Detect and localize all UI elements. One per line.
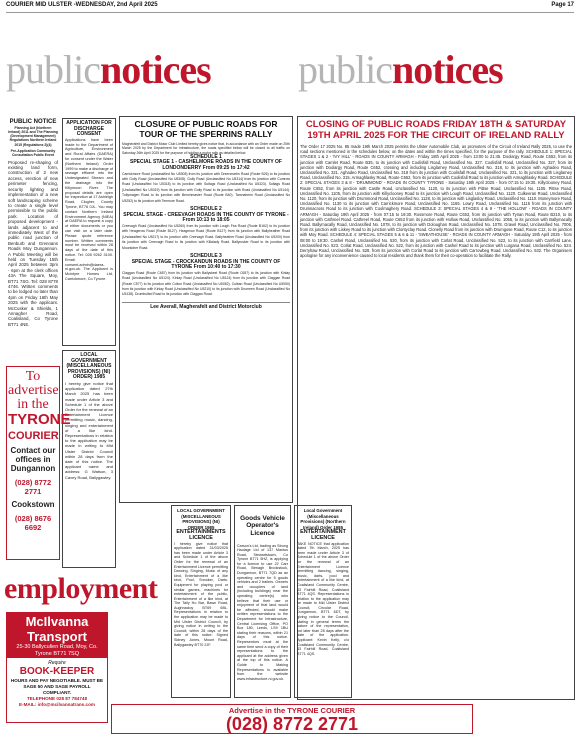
masthead-public-2: public <box>298 47 392 92</box>
masthead-right <box>298 44 580 96</box>
rally-body: The Order 17 2025 No. 85 made 19th March 2025 permits the Ulster Automobile Club, as promoters of the Circuit of Ireland Rally 2025, to use the road sections mentioned in the schedules below, on the dates and within the times specified, for the purpose of the rally. SCHEDULE 1: SPECIAL STAGES 1 & 2 - 'IVY HILL' - ROADS IN COUNTY ARMAGH - Friday 18th April 2025 - from 13:00 to 21:45. Doolargy Road, Route C652, from its junction with Camlet Road, Route B35, to its junction with Coolisfall Road, Unclassified No. 327. Coolisfall Road, Unclassified No. 327, from its junction with Doolargy Road, Route C652, crossing and including Lisglarney Road, Unclassified No. 318, to its junction with Aghadeo Road, Unclassified No. 321. Aghadeo Road, Unclassified No. 318 from its junction with Coolisfall Road, Unclassified No. 321, to its junction with Lisglarney Road, Unclassified No. 315. Armaghlasky Road, Route C652, from its junction with Coolisfall Road to its junction with Armaghlasky Road. SCHEDULE 2: SPECIAL STAGES 3 & 8 - 'DRUMMOND' - ROADS IN COUNTY TYRONE - Saturday 19th April 2025 - from 07:15 to 19:30. Killyclooney Road, Route C652, from its junction with Castle Road, Unclassified No. 1120, to its junction with Pittse Road, Unclassified No. 1105. Pittse Road, Unclassified No. 1105, from its junction with Killyclooney Road to its junction with Lough Road, Unclassified No. 1120. Culkeeran Road, Unclassified No. 1120, from its junction with Drummond Road, Unclassified No. 1128, to its junction with Lisglasloy Road, Unclassified No. 1110. Moneymore Road, Unclassified No. 1130 to its junction with Carrickmore Road, Unclassified No. 1165. Lowry Road, Unclassified No. 1115 from its junction with Drumnacross Road to its junction with Coolmaghery Road. SCHEDULE 3: SPECIAL STAGES 4 & 9 - 'THE HOLLOW' - ROADS IN COUNTY ARMAGH - Saturday 19th April 2025 - from 07:15 to 19:30. Rossmore Road, Route C653, from its junction with Tynan Road, Route B210, to its junction with Cathreel Road. Cathreel Road, Route C653 from its junction with Hollow Road, Unclassified No. 1055, to its junction with Ballymacally Road. Ballymacally Road, Unclassified No. 1078, to its junction with Doloughan Road, Unclassified No. 1078. Gravel Road, Unclassified No. 7006, from its junction with Liskey Road to its junction with Clontyclay Road. Clonelly Road from its junction with Drumgose Road, Route C12, to its junction with Moy Road. SCHEDULE 4: SPECIAL STAGES 5 & 6 & 11 - 'SWEATHOUSE' - ROADS IN COUNTY ARMAGH - Saturday 19th April 2025 - from 08:00 to 19:30. Cashel Road, Unclassified No. 520, from its junction with Corlat Road, Unclassified No. 522, to its junction with Carrfield Lane, Unclassified No. 523. Corlat Road, Unclassified No. 522, from its junction with Cashel Road to its junction with Lurgana Road, Unclassified No. 524. Derryhaw Road, Unclassified No. 528, from its junction with Corlat Road to its junction with Carrowbeg Road, Unclassified No. 532. The Organisers apologise for any inconvenience caused to local residents and thank them for their co-operation to facilitate the Rally. <box>300 144 572 259</box>
local2-sub: ENTERTAINMENTS LICENCE <box>176 529 226 541</box>
local3-title: Local Government (Miscellaneous Provisions) (Northern Ireland) Order 1985 <box>300 508 346 530</box>
adv-line1: To advertise in the <box>8 369 59 412</box>
sperrins-s2: Creevagh Road (Unclassified No U5260) from its junction with Lough Fea Road (Route B162) to its junction with Heagerow Road (Route B127). Heagerow Road (Route B127) from its junction with Ballyheather Road (Unclassified No U5217) to its junction with Creevagh Road. Ballyheather Road (Unclassified No U5200) from its junction with Creevagh Road to its junction with Killalady Road. Ballyrusker Road to its junction with Mountober Road. <box>122 223 290 250</box>
advertise-box <box>6 366 71 560</box>
adv-phone-dungannon: (028) 8772 2771 <box>14 478 52 496</box>
adv-cookstown: Cookstown <box>11 500 55 509</box>
local1-body: I hereby give notice that application dated 27th March 2025 has been made under Article 3 and Schedule 1 of the above Order for the renewal of an Entertainment Licence permitting music, dancing, singing and entertainment of a like kind. Representations in relation to the application may be made in writing to Mid Ulster District Council within 28 days from the date of this notice. The applicant name and address: G Watson, 3 Cavey Road, Ballygawley. <box>65 380 113 480</box>
local2-body: I hereby give notice that application dated 31/03/2025 has been made under Article 3 and Schedule 1 of the above Order for the renewal of an Entertainment Licence permitting Dancing, Singing, Music of any kind, Entertainment of a like kind, Pool, Snooker, Darts. Equipment for playing pool or similar games, machines for entertainment of the public, Entertainment of a like kind, at The Tally Ho Bar, Bawn Road, Aughnacloy BT69 6BL. Representations in relation to the application may be made to Mid Ulster District Council, by giving notice in writing to the Council, within 28 days of the date of this notice. Signed Sidney Jones, Mount Road, Ballygawley BT70 2JF. <box>174 541 228 647</box>
sperrins-s2-head: SPECIAL STAGE - CREEVAGH ROADS IN THE COUNTY OF TYRONE - From 10:13 to 18:05 <box>123 211 289 224</box>
discharge-body: Applications have been made to the Department of Agriculture, Environment and Rural Affairs (DAERA) for consent under the Water (Northern Ireland) Order 1999 to make a discharge of sewage effluent into the Undesignated Stream and the drainage into the Killymoon River. The proposal details are open for inspection at 17 Ashleigh Road, Clogher, County Tyrone, BT76 0JL. You may contact Northern Ireland Environment Agency (NIEA) at DAERA to request a copy of either documents or you can visit on a later date. Please quote reference number. Written comments must be received within 28 days of the date of this notice. Tel: 028 9262 3100. Email: consent.admin@daera-ni.gov.uk. The Applicant is Mcintyre Homes Ltd, Carrickmore, Co Tyrone. <box>65 137 113 281</box>
sperrins-sign: Lee Averall, Magherafelt and District Motorclub <box>122 302 290 310</box>
book-title: BOOK-KEEPER <box>19 666 95 677</box>
advertise-footer <box>111 704 473 734</box>
adv-contact: Contact our offices in Dungannon <box>10 446 56 473</box>
discharge-notice <box>62 118 116 346</box>
local-gov-notice-3 <box>294 505 352 698</box>
local2-title: LOCAL GOVERNMENT (MISCELLANEOUS PROVISIONS) (NI) ORDER 1985 <box>177 508 225 530</box>
local3-body: TAKE NOTICE that application dated 7th March, 2025 has been made under Article 3 of Schedule 1 of the above Order for the renewal of an Entertainment Licence permitting dancing, singing, music, darts, pool and entertainment of a like kind, at Coalisland Community Centre, 43 Fairhill Road, Coalisland BT71 4QS. Representations in relation to the application may be made to Mid Ulster District Council, Circular Road, Dungannon, BT71 6DT, by giving notice to the Council, stating in general terms the nature of the representation, not later than 28 days after the date of the application. Applicant: Kevin Kelly, c/o Coalisland Community Centre, 43 Fairhill Road, Coalisland BT71 4QS. <box>297 541 349 656</box>
footer-phone: (028) 8772 2771 <box>225 714 359 734</box>
local3-sub: ENTERTAINMENT LICENCE <box>300 529 346 541</box>
bookkeeper-ad <box>6 657 108 723</box>
book-email: E-MAIL: info@mcilvannatrans.com <box>19 702 95 707</box>
adv-tyrone: TYRONE <box>8 411 71 428</box>
book-tel: TELEPHONE 028 87 784748 <box>26 696 87 701</box>
discharge-title: APPLICATION FOR DISCHARGE CONSENT <box>66 120 112 138</box>
local-gov-notice-1 <box>62 350 116 568</box>
mcilvanna-address: 25-30 Ballyculien Road, Moy, Co. Tyrone BT71 7SQ <box>16 644 98 657</box>
planning-sub: Planning Act (Northern Ireland) 2011 and The Planning (Development Management) Regulations Northern Ireland 2015 (Regulations 2)(4) <box>8 125 58 147</box>
local-gov-notice-2 <box>171 505 231 698</box>
sperrins-notice <box>119 116 293 503</box>
planning-title: PUBLIC NOTICE <box>9 119 57 125</box>
masthead-public: public <box>6 47 100 92</box>
planning-notice <box>6 118 60 362</box>
sperrins-intro: Magherafelt and District Motor Club Limited hereby gives notice that, in accordance with an Order made on 20th March 2025 by the Department for Infrastructure, the roads specified below will be closed to all traffic on Saturday 26th April 2025 for the purpose of holding a motor rally as detailed below. <box>122 142 290 155</box>
employment-heading: employment <box>4 572 158 605</box>
goods-title: Goods Vehicle Operator's Licence <box>240 514 285 537</box>
rally-title: CLOSING OF PUBLIC ROADS FRIDAY 18TH & SATURDAY 19TH APRIL 2025 FOR THE CIRCUIT OF IRELAND RALLY <box>305 119 567 141</box>
goods-vehicle-notice <box>234 505 291 698</box>
footer-line1: Advertise in the TYRONE COURIER <box>228 706 356 715</box>
header-right: Page 17 <box>551 2 574 8</box>
page-header <box>6 2 574 13</box>
goods-body: Carson's Ltd, trading as Strong Haulage Ltd of 137 Mantus Road, Stewartstown, Co Tyrone BT71 5HZ, is applying for a licence to use 22 Carr Road, Benagh Brookstock, Dungannon, BT71 7QD as an operating centre for 5 goods vehicles and 2 trailers. Owners and occupiers of land (including buildings) near the operating centre(s) who believe that their use or enjoyment of that land would be affected, should make written representations to the Department for Infrastructure, Central Licensing Office, PO Box 180, Leeds, LS9 1BU stating their reasons, within 21 days of this notice. Representors must at the same time send a copy of their representations to the applicant at the address given at the top of this notice. A Guide to Making Representations is available from the website www.infrastructure-ni.gov.uk. <box>237 543 288 681</box>
sperrins-s3-title: SCHEDULE 3 <box>190 252 222 259</box>
sperrins-s1-head: SPECIAL STAGE 1 - CASHELMORE ROADS IN THE COUNTY OF LONDONDERRY From 09:25 to 17:42 <box>130 159 282 172</box>
masthead-left <box>6 44 296 96</box>
planning-body: Proposed re-shaping of existing land form, construction of 2 new access, erection of new perimeter fencing, security lighting and implementation of a new soft landscaping scheme to create a single level permissible to the public park. Location of proposed development - lands adjacent to and immediately West of the public road junction of Benburb and Grennans Roads Moy Dungannon. A Public Meeting will be held on Tuesday 15th April 2025 between 3pm - 6pm at the clerk offices 43A The Square, Moy, BT71 7SG. Tel: 028 8778 4746. Written comments to be lodged no later than 4pm on Friday 16th May 2025 with the applicant. McCusker & Shields, 1 Annagher Road, Coalisland, Co Tyrone BT71 4NE. <box>8 159 58 327</box>
planning-sub2: Pre-Application Community Consultation Public Event <box>10 149 56 158</box>
sperrins-title: CLOSURE OF PUBLIC ROADS FOR TOUR OF THE SPERRINS RALLY <box>134 119 278 139</box>
mcilvanna-banner <box>6 612 108 657</box>
book-hours: HOURS AND PAY NEGOTIABLE. MUST BE SAGE 50 AND SAGE PAYROLL COMPLIANT. <box>10 678 104 695</box>
mcilvanna-name: McIlvanna Transport <box>25 614 89 644</box>
header-left: COURIER MID ULSTER -WEDNESDAY, 2nd April 2025 <box>6 2 158 8</box>
sperrins-s3: Claggan Road (Route C657) from its junction with Ballyskeel Road (Route C657) to its junction with Kinlay Road (Unclassified No U5124). Kinlay Road (Unclassified No U5124) from its junction with Claggan Road (Route C577) to its junction with Colton Road (Unclassified No U5052). Culban Road (Unclassified No U5050) from its junction with Kinlay Road (Unclassified No U5210) to its junction with Drumeen Road (Unclassified No U5138). Drumbulled Road to its junction with Claggan Road. <box>122 270 290 297</box>
book-require: Require <box>48 660 66 666</box>
adv-phone-cookstown: (028) 8676 6692 <box>14 514 52 532</box>
sperrins-s2-title: SCHEDULE 2 <box>190 206 222 213</box>
local1-title: LOCAL GOVERNMENT (MISCELLANEOUS PROVISIONS) (NI) ORDER) 1985 <box>66 352 112 381</box>
masthead-notices-2: notices <box>391 47 503 92</box>
sperrins-s3-head: SPECIAL STAGE - CROCKANDUN ROADS IN THE COUNTY OF TYRONE From 10:40 to 17:30 <box>131 258 281 271</box>
masthead-notices: notices <box>99 47 211 92</box>
adv-courier: COURIER <box>8 430 59 442</box>
sperrins-s1-title: SCHEDULE 1 <box>190 153 222 160</box>
sperrins-s1: Carrickmore Road (unclassified No U5308) from its junction with Dreenmartin Road (Route B26) to its junction with Gully Road (Unclassified No U5308). Gully Road (Unclassified No U5314) from its junction with Cumrow Road (Unclassified No U5318) to its junction with Sultags Road (Unclassified No U5323). Sultags Road (Unclassified No U5319) from its junction with Gully Road to its junction with Road (Unclassified No U5144). Tullymagen Road to its junction with Benchmaster Road (Route B40). Tamnaherin Road (Unclassified No U5252) to its junction with Teemore Road. <box>122 171 290 203</box>
